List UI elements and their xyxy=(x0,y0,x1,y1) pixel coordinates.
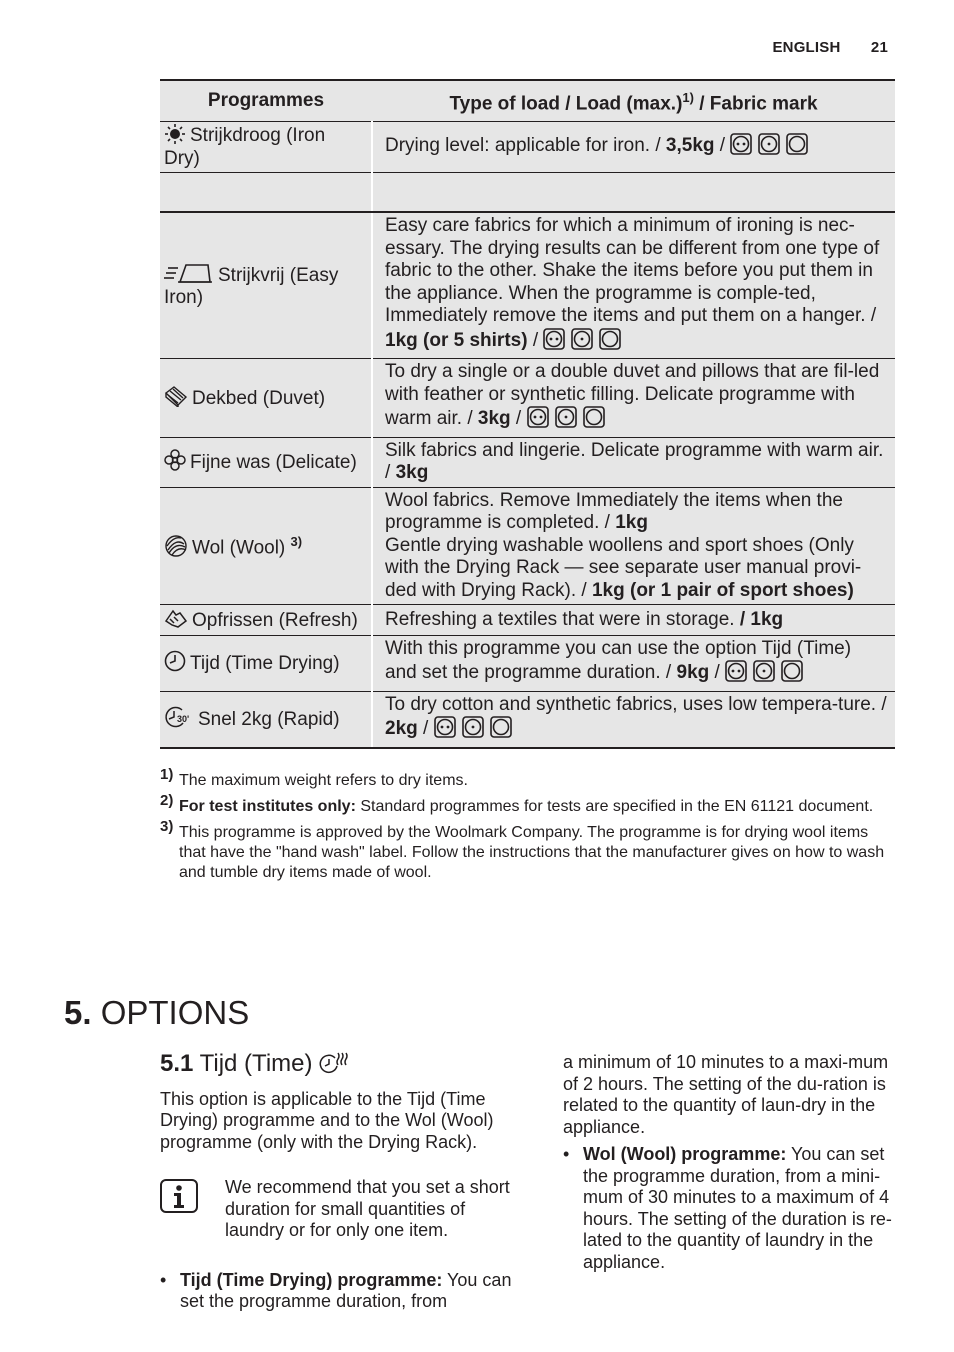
fabric-marks xyxy=(434,716,512,745)
fabric-marks xyxy=(725,660,803,689)
easy-iron-icon xyxy=(164,262,214,284)
footnote: 1) The maximum weight refers to dry items. xyxy=(160,766,468,789)
refresh-icon xyxy=(164,607,188,629)
table-row xyxy=(160,359,895,438)
intro-paragraph: This option is applicable to the Tijd (Time Drying) programme and to the Wol (Wool) programme (only with the Drying Rack). xyxy=(160,1088,494,1152)
header-language: ENGLISH xyxy=(772,39,841,56)
table-row xyxy=(160,605,895,636)
table-row xyxy=(160,122,895,173)
continued-text: a minimum of 10 minutes to a maxi-mum of 2 hours. The setting of the du-ration is related to the quantity of laun-dry in the appliance. xyxy=(563,1052,889,1137)
info-note xyxy=(160,1177,515,1242)
subsection-heading: 5.1 Tijd (Time) xyxy=(160,1050,515,1075)
page-number: 21 xyxy=(870,39,888,56)
clock-icon xyxy=(164,650,186,672)
svg-text:30': 30' xyxy=(177,714,190,725)
programme-name-cell: 30' Snel 2kg (Rapid) xyxy=(160,691,372,748)
table-row xyxy=(160,212,895,359)
iron-dry-icon xyxy=(164,124,186,144)
duvet-icon xyxy=(164,385,188,407)
info-text: We recommend that you set a short duration for small quantities of laundry or for only one item. xyxy=(225,1177,510,1240)
programme-name-cell: Strijkvrij (Easy Iron) xyxy=(160,212,372,359)
col-header-programmes: Programmes xyxy=(160,80,372,122)
programme-name-cell: Dekbed (Duvet) xyxy=(160,359,372,438)
load-description-cell: Wool fabrics. Remove Immediately the items when the programme is completed. / 1kg Gentle drying washable woollens and sport shoes (Only with the Drying Rack — see separate user manual provi-ded with Drying Rack). / 1kg (or 1 pair of sport shoes) xyxy=(372,487,895,605)
fabric-marks xyxy=(543,328,621,357)
time-option-icon xyxy=(319,1050,349,1074)
table-row xyxy=(160,487,895,605)
load-description-cell: Easy care fabrics for which a minimum of ironing is nec-essary. The drying results can be different from one type of fabric to the other. Shake the items before you put them in the appliance. When the programme is comple-ted, Immediately remove the items and put them on a hanger. / 1kg (or 5 shirts) / xyxy=(372,212,895,359)
table-row xyxy=(160,437,895,487)
table-row-empty xyxy=(160,173,895,213)
footnote: 2) For test institutes only: Standard programmes for tests are specified in the EN 61121 document. xyxy=(160,792,874,815)
table-row xyxy=(160,691,895,748)
load-description-cell: To dry cotton and synthetic fabrics, uses low tempera-ture. / 2kg / xyxy=(372,691,895,748)
left-column xyxy=(160,1050,515,1313)
programme-name-cell: Tijd (Time Drying) xyxy=(160,635,372,691)
fabric-marks xyxy=(730,133,808,162)
load-description-cell: To dry a single or a double duvet and pillows that are fil-led with feather or synthetic filling. Delicate programme with warm air. / 3kg / xyxy=(372,359,895,438)
section-heading: 5. OPTIONS xyxy=(64,994,250,1031)
right-column xyxy=(563,1052,893,1273)
footnotes xyxy=(160,766,890,889)
fabric-marks xyxy=(527,406,605,435)
delicate-icon xyxy=(164,449,186,471)
info-icon xyxy=(160,1179,198,1213)
load-description-cell: Silk fabrics and lingerie. Delicate programme with warm air. / 3kg xyxy=(372,437,895,487)
load-description-cell: Drying level: applicable for iron. / 3,5kg / xyxy=(372,122,895,173)
load-description-cell: Refreshing a textiles that were in storage. / 1kg xyxy=(372,605,895,636)
bullet-wool: • Wol (Wool) programme: You can set the programme duration, from a mini-mum of 30 minutes to a maximum of 4 hours. The setting of the duration is re-lated to the quantity of laundry in the appliance. xyxy=(563,1144,893,1273)
programme-name-cell: Strijkdroog (Iron Dry) xyxy=(160,122,372,173)
table-header-row xyxy=(160,80,895,122)
table-row xyxy=(160,635,895,691)
bullet-time-drying: • Tijd (Time Drying) programme: You can set the programme duration, from xyxy=(160,1270,515,1313)
programme-name-cell: Fijne was (Delicate) xyxy=(160,437,372,487)
rapid-30-icon xyxy=(164,706,194,728)
page-header xyxy=(772,39,888,56)
load-description-cell: With this programme you can use the option Tijd (Time) and set the programme duration. / 9kg / xyxy=(372,635,895,691)
programmes-table xyxy=(160,79,895,749)
footnote: 3) This programme is approved by the Woolmark Company. The programme is for drying wool items that have the "hand wash" label. Follow the instructions that the manufacturer gives on how to wash and tumble dry items made of wool. xyxy=(160,818,885,881)
programme-name-cell: Opfrissen (Refresh) xyxy=(160,605,372,636)
programme-name-cell: Wol (Wool) $^{3)}$ xyxy=(160,487,372,605)
col-header-load: Type of load / Load $(\max.)^{1)}$ / Fabric mark xyxy=(372,80,895,122)
wool-icon xyxy=(164,535,188,557)
